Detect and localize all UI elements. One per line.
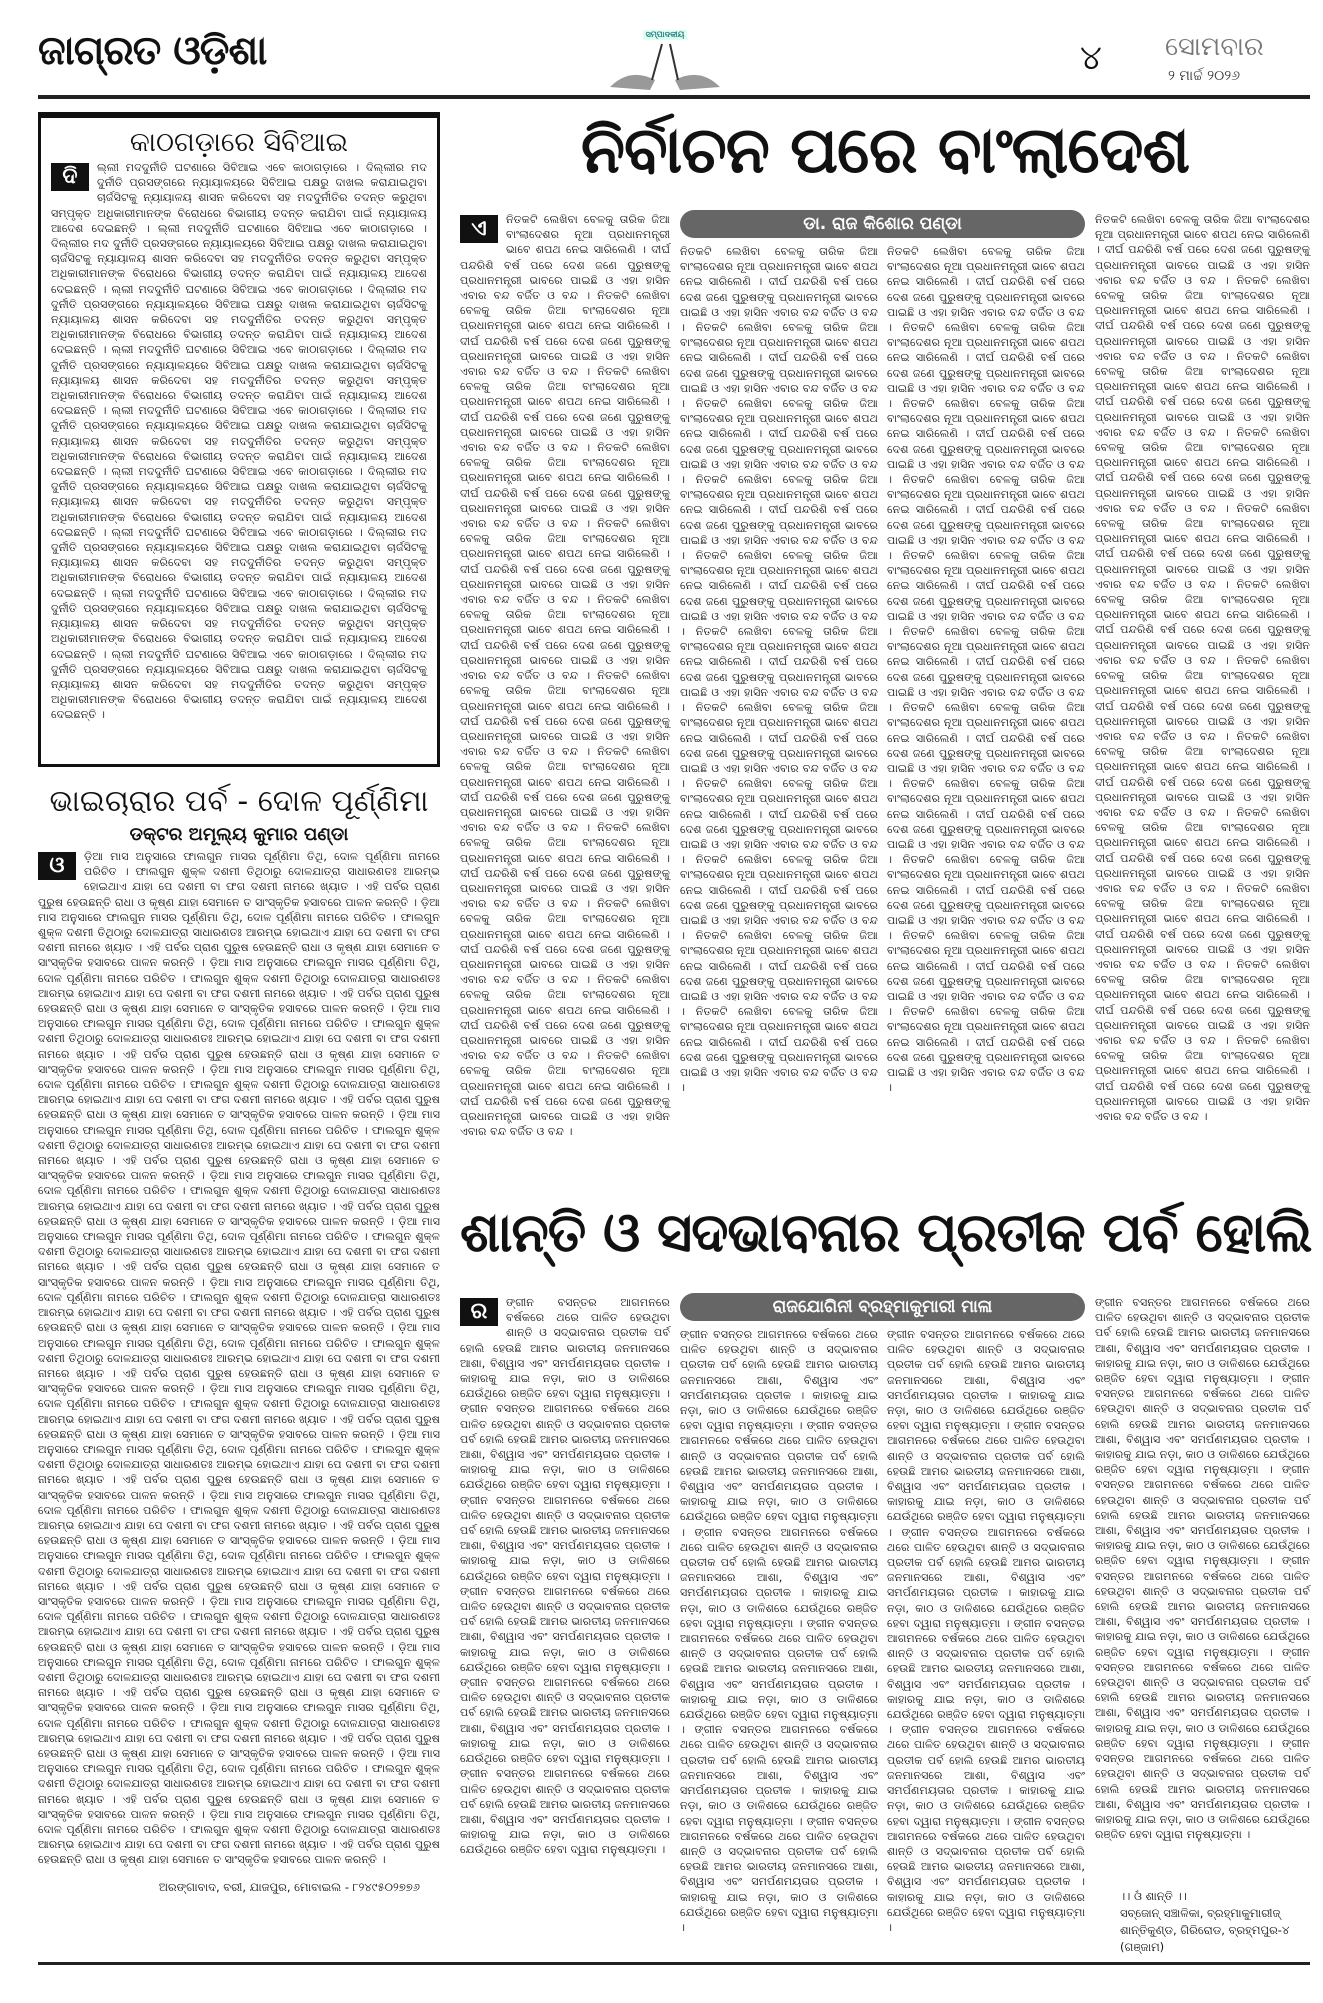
article-body: ନିତକଟି ଲେଖିବା ବେଳକୁ ତାରିକ ଜିଆ ବାଂଲାଦେଶର ନୂଆ ପ୍ରଧାନମନ୍ତ୍ରୀ ଭାବେ ଶପଥ ନେଇ ସାରିଲେଣି । ଦୀର୍ଘ ପନ୍ଦରିଶି ବର୍ଷ ପରେ ଦେଶ ଜଣେ ପୁରୁଷଙ୍କୁ ପ୍ରଧାନମନ୍ତ୍ରୀ ଭାବରେ ପାଇଛି ଓ ଏହା ହାସିନ ଏବାର ବନ୍ଦ ବର୍ଜିତ ଓ ବନ୍ଦ । ନିତକଟି ଲେଖିବା ବେଳକୁ ତାରିକ ଜିଆ ବାଂଲାଦେଶର ନୂଆ ପ୍ରଧାନମନ୍ତ୍ରୀ ଭାବେ ଶପଥ ନେଇ ସାରିଲେଣି । ଦୀର୍ଘ ପନ୍ଦରିଶି ବର୍ଷ ପରେ ଦେଶ ଜଣେ ପୁରୁଷଙ୍କୁ ପ୍ରଧାନମନ୍ତ୍ରୀ ଭାବରେ ପାଇଛି ଓ ଏହା ହାସିନ ଏବାର ବନ୍ଦ ବର୍ଜିତ ଓ ବନ୍ଦ । ନିତକଟି ଲେଖିବା ବେଳକୁ ତାରିକ ଜିଆ ବାଂଲାଦେଶର ନୂଆ ପ୍ରଧାନମନ୍ତ୍ରୀ ଭାବେ ଶପଥ ନେଇ ସାରିଲେଣି । ଦୀର୍ଘ ପନ୍ଦରିଶି ବର୍ଷ ପରେ ଦେଶ ଜଣେ ପୁରୁଷଙ୍କୁ ପ୍ରଧାନମନ୍ତ୍ରୀ ଭାବରେ ପାଇଛି ଓ ଏହା ହାସିନ ଏବାର ବନ୍ଦ ବର୍ଜିତ ଓ ବନ୍ଦ । ନିତକଟି ଲେଖିବା ବେଳକୁ ତାରିକ ଜିଆ ବାଂଲାଦେଶର ନୂଆ ପ୍ରଧାନମନ୍ତ୍ରୀ ଭାବେ ଶପଥ ନେଇ ସାରିଲେଣି । ଦୀର୍ଘ ପନ୍ଦରିଶି ବର୍ଷ ପରେ ଦେଶ ଜଣେ ପୁରୁଷଙ୍କୁ ପ୍ରଧାନମନ୍ତ୍ରୀ ଭାବରେ ପାଇଛି ଓ ଏହା ହାସିନ ଏବାର ବନ୍ଦ ବର୍ଜିତ ଓ ବନ୍ଦ । ନିତକଟି ଲେଖିବା ବେଳକୁ ତାରିକ ଜିଆ ବାଂଲାଦେଶର ନୂଆ ପ୍ରଧାନମନ୍ତ୍ରୀ ଭାବେ ଶପଥ ନେଇ ସାରିଲେଣି । ଦୀର୍ଘ ପନ୍ଦରିଶି ବର୍ଷ ପରେ ଦେଶ ଜଣେ ପୁରୁଷଙ୍କୁ ପ୍ରଧାନମନ୍ତ୍ରୀ ଭାବରେ ପାଇଛି ଓ ଏହା ହାସିନ ଏବାର ବନ୍ଦ ବର୍ଜିତ ଓ ବନ୍ଦ । ନିତକଟି ଲେଖିବା ବେଳକୁ ତାରିକ ଜିଆ ବାଂଲାଦେଶର ନୂଆ ପ୍ରଧାନମନ୍ତ୍ରୀ ଭାବେ ଶପଥ ନେଇ ସାରିଲେଣି । ଦୀର୍ଘ ପନ୍ଦରିଶି ବର୍ଷ ପରେ ଦେଶ ଜଣେ ପୁରୁଷଙ୍କୁ ପ୍ରଧାନମନ୍ତ୍ରୀ ଭାବରେ ପାଇଛି ଓ ଏହା ହାସିନ ଏବାର ବନ୍ଦ ବର୍ଜିତ ଓ ବନ୍ଦ । ନିତକଟି ଲେଖିବା ବେଳକୁ ତାରିକ ଜିଆ ବାଂଲାଦେଶର ନୂଆ ପ୍ରଧାନମନ୍ତ୍ରୀ ଭାବେ ଶପଥ ନେଇ ସାରିଲେଣି । ଦୀର୍ଘ ପନ୍ଦରିଶି ବର୍ଷ ପରେ ଦେଶ ଜଣେ ପୁରୁଷଙ୍କୁ ପ୍ରଧାନମନ୍ତ୍ରୀ ଭାବରେ ପାଇଛି ଓ ଏହା ହାସିନ ଏବାର ବନ୍ଦ ବର୍ଜିତ ଓ ବନ୍ଦ । ନିତକଟି ଲେଖିବା ବେଳକୁ ତାରିକ ଜିଆ ବାଂଲାଦେଶର ନୂଆ ପ୍ରଧାନମନ୍ତ୍ରୀ ଭାବେ ଶପଥ ନେଇ ସାରିଲେଣି । ଦୀର୍ଘ ପନ୍ଦରିଶି ବର୍ଷ ପରେ ଦେଶ ଜଣେ ପୁରୁଷଙ୍କୁ ପ୍ରଧାନମନ୍ତ୍ରୀ ଭାବରେ ପାଇଛି ଓ ଏହା ହାସିନ ଏବାର ବନ୍ଦ ବର୍ଜିତ ଓ ବନ୍ଦ । ନିତକଟି ଲେଖିବା ବେଳକୁ ତାରିକ ଜିଆ ବାଂଲାଦେଶର ନୂଆ ପ୍ରଧାନମନ୍ତ୍ରୀ ଭାବେ ଶପଥ ନେଇ ସାରିଲେଣି । ଦୀର୍ଘ ପନ୍ଦରିଶି ବର୍ଷ ପରେ ଦେଶ ଜଣେ ପୁରୁଷଙ୍କୁ ପ୍ରଧାନମନ୍ତ୍ରୀ ଭାବରେ ପାଇଛି ଓ ଏହା ହାସିନ ଏବାର ବନ୍ଦ ବର୍ଜିତ ଓ ବନ୍ଦ । ନିତକଟି ଲେଖିବା ବେଳକୁ ତାରିକ ଜିଆ ବାଂଲାଦେଶର ନୂଆ ପ୍ରଧାନମନ୍ତ୍ରୀ ଭାବେ ଶପଥ ନେଇ ସାରିଲେଣି । ଦୀର୍ଘ ପନ୍ଦରିଶି ବର୍ଷ ପରେ ଦେଶ ଜଣେ ପୁରୁଷଙ୍କୁ ପ୍ରଧାନମନ୍ତ୍ରୀ ଭାବରେ ପାଇଛି ଓ ଏହା ହାସିନ ଏବାର ବନ୍ଦ ବର୍ଜିତ ଓ ବନ୍ଦ । ନିତକଟି ଲେଖିବା ବେଳକୁ ତାରିକ ଜିଆ ବାଂଲାଦେଶର ନୂଆ ପ୍ରଧାନମନ୍ତ୍ରୀ ଭାବେ ଶପଥ ନେଇ ସାରିଲେଣି । ଦୀର୍ଘ ପନ୍ଦରିଶି ବର୍ଷ ପରେ ଦେଶ ଜଣେ ପୁରୁଷଙ୍କୁ ପ୍ରଧାନମନ୍ତ୍ରୀ ଭାବରେ ପାଇଛି ଓ ଏହା ହାସିନ ଏବାର ବନ୍ଦ ବର୍ଜିତ ଓ ବନ୍ଦ । ନିତକଟି ଲେଖିବା ବେଳକୁ ତାରିକ ଜିଆ ବାଂଲାଦେଶର ନୂଆ ପ୍ରଧାନମନ୍ତ୍ରୀ ଭାବେ ଶପଥ ନେଇ ସାରିଲେଣି । ଦୀର୍ଘ ପନ୍ଦରିଶି ବର୍ଷ ପରେ ଦେଶ ଜଣେ ପୁରୁଷଙ୍କୁ ପ୍ରଧାନମନ୍ତ୍ରୀ ଭାବରେ ପାଇଛି ଓ ଏହା ହାସିନ ଏବାର ବନ୍ଦ ବର୍ଜିତ ଓ ବନ୍ଦ । bbox=[460, 213, 670, 1139]
logo-text: ସମ୍ପାଦକୀୟ bbox=[643, 30, 688, 40]
editorial-logo bbox=[590, 30, 740, 96]
dropcap: ଓ bbox=[38, 852, 76, 880]
author-banner: ଡା. ରାଜ କିଶୋର ପଣ୍ଡା bbox=[680, 210, 1085, 238]
headline: ଶାନ୍ତି ଓ ସଦଭାବନାର ପ୍ରତୀକ ପର୍ବ ହୋଲି bbox=[460, 1190, 1310, 1276]
masthead: ଜାଗ୍ରତ ଓଡ଼ିଶା bbox=[38, 28, 267, 74]
dropcap: ଦି bbox=[51, 163, 89, 191]
header-rule bbox=[38, 95, 1310, 99]
closing: ।। ଓଁ ଶାନ୍ତି ।। bbox=[1120, 1889, 1187, 1903]
dropcap: ଏ bbox=[460, 215, 498, 243]
headline: ନିର୍ବାଚନ ପରେ ବାଂଲାଦେଶ bbox=[460, 108, 1310, 194]
article-body: ଙ୍ଗୀନ ବସନ୍ତର ଆଗମନରେ ବର୍ଷକରେ ଥରେ ପାଳିତ ହେଉଥିବା ଶାନ୍ତି ଓ ସଦ୍ଭାବନାର ପ୍ରତୀକ ପର୍ବ ହୋଲି ହେଉଛି ଆମର ଭାରତୀୟ ଜନମାନସରେ ଆଶା, ବିଶ୍ୱାସ ଏବଂ ସମର୍ପଣମୟତାର ପ୍ରତୀକ । କାହାରକୁ ଯାଇ ନଡ଼ା, କାଠ ଓ ଡାଳିଶରେ ଯେଉଁଥିରେ ରଞ୍ଜିତ ହେବା ଦ୍ୱାରା ମନୁଷ୍ୟାତ୍ମା । ଙ୍ଗୀନ ବସନ୍ତର ଆଗମନରେ ବର୍ଷକରେ ଥରେ ପାଳିତ ହେଉଥିବା ଶାନ୍ତି ଓ ସଦ୍ଭାବନାର ପ୍ରତୀକ ପର୍ବ ହୋଲି ହେଉଛି ଆମର ଭାରତୀୟ ଜନମାନସରେ ଆଶା, ବିଶ୍ୱାସ ଏବଂ ସମର୍ପଣମୟତାର ପ୍ରତୀକ । କାହାରକୁ ଯାଇ ନଡ଼ା, କାଠ ଓ ଡାଳିଶରେ ଯେଉଁଥିରେ ରଞ୍ଜିତ ହେବା ଦ୍ୱାରା ମନୁଷ୍ୟାତ୍ମା । ଙ୍ଗୀନ ବସନ୍ତର ଆଗମନରେ ବର୍ଷକରେ ଥରେ ପାଳିତ ହେଉଥିବା ଶାନ୍ତି ଓ ସଦ୍ଭାବନାର ପ୍ରତୀକ ପର୍ବ ହୋଲି ହେଉଛି ଆମର ଭାରତୀୟ ଜନମାନସରେ ଆଶା, ବିଶ୍ୱାସ ଏବଂ ସମର୍ପଣମୟତାର ପ୍ରତୀକ । କାହାରକୁ ଯାଇ ନଡ଼ା, କାଠ ଓ ଡାଳିଶରେ ଯେଉଁଥିରେ ରଞ୍ଜିତ ହେବା ଦ୍ୱାରା ମନୁଷ୍ୟାତ୍ମା । ଙ୍ଗୀନ ବସନ୍ତର ଆଗମନରେ ବର୍ଷକରେ ଥରେ ପାଳିତ ହେଉଥିବା ଶାନ୍ତି ଓ ସଦ୍ଭାବନାର ପ୍ରତୀକ ପର୍ବ ହୋଲି ହେଉଛି ଆମର ଭାରତୀୟ ଜନମାନସରେ ଆଶା, ବିଶ୍ୱାସ ଏବଂ ସମର୍ପଣମୟତାର ପ୍ରତୀକ । କାହାରକୁ ଯାଇ ନଡ଼ା, କାଠ ଓ ଡାଳିଶରେ ଯେଉଁଥିରେ ରଞ୍ଜିତ ହେବା ଦ୍ୱାରା ମନୁଷ୍ୟାତ୍ମା । ଙ୍ଗୀନ ବସନ୍ତର ଆଗମନରେ ବର୍ଷକରେ ଥରେ ପାଳିତ ହେଉଥିବା ଶାନ୍ତି ଓ ସଦ୍ଭାବନାର ପ୍ରତୀକ ପର୍ବ ହୋଲି ହେଉଛି ଆମର ଭାରତୀୟ ଜନମାନସରେ ଆଶା, ବିଶ୍ୱାସ ଏବଂ ସମର୍ପଣମୟତାର ପ୍ରତୀକ । କାହାରକୁ ଯାଇ ନଡ଼ା, କାଠ ଓ ଡାଳିଶରେ ଯେଉଁଥିରେ ରଞ୍ଜିତ ହେବା ଦ୍ୱାରା ମନୁଷ୍ୟାତ୍ମା । ଙ୍ଗୀନ ବସନ୍ତର ଆଗମନରେ ବର୍ଷକରେ ଥରେ ପାଳିତ ହେଉଥିବା ଶାନ୍ତି ଓ ସଦ୍ଭାବନାର ପ୍ରତୀକ ପର୍ବ ହୋଲି ହେଉଛି ଆମର ଭାରତୀୟ ଜନମାନସରେ ଆଶା, ବିଶ୍ୱାସ ଏବଂ ସମର୍ପଣମୟତାର ପ୍ରତୀକ । କାହାରକୁ ଯାଇ ନଡ଼ା, କାଠ ଓ ଡାଳିଶରେ ଯେଉଁଥିରେ ରଞ୍ଜିତ ହେବା ଦ୍ୱାରା ମନୁଷ୍ୟାତ୍ମା । bbox=[887, 1328, 1085, 1934]
article-body: ନିତକଟି ଲେଖିବା ବେଳକୁ ତାରିକ ଜିଆ ବାଂଲାଦେଶର ନୂଆ ପ୍ରଧାନମନ୍ତ୍ରୀ ଭାବେ ଶପଥ ନେଇ ସାରିଲେଣି । ଦୀର୍ଘ ପନ୍ଦରିଶି ବର୍ଷ ପରେ ଦେଶ ଜଣେ ପୁରୁଷଙ୍କୁ ପ୍ରଧାନମନ୍ତ୍ରୀ ଭାବରେ ପାଇଛି ଓ ଏହା ହାସିନ ଏବାର ବନ୍ଦ ବର୍ଜିତ ଓ ବନ୍ଦ । ନିତକଟି ଲେଖିବା ବେଳକୁ ତାରିକ ଜିଆ ବାଂଲାଦେଶର ନୂଆ ପ୍ରଧାନମନ୍ତ୍ରୀ ଭାବେ ଶପଥ ନେଇ ସାରିଲେଣି । ଦୀର୍ଘ ପନ୍ଦରିଶି ବର୍ଷ ପରେ ଦେଶ ଜଣେ ପୁରୁଷଙ୍କୁ ପ୍ରଧାନମନ୍ତ୍ରୀ ଭାବରେ ପାଇଛି ଓ ଏହା ହାସିନ ଏବାର ବନ୍ଦ ବର୍ଜିତ ଓ ବନ୍ଦ । ନିତକଟି ଲେଖିବା ବେଳକୁ ତାରିକ ଜିଆ ବାଂଲାଦେଶର ନୂଆ ପ୍ରଧାନମନ୍ତ୍ରୀ ଭାବେ ଶପଥ ନେଇ ସାରିଲେଣି । ଦୀର୍ଘ ପନ୍ଦରିଶି ବର୍ଷ ପରେ ଦେଶ ଜଣେ ପୁରୁଷଙ୍କୁ ପ୍ରଧାନମନ୍ତ୍ରୀ ଭାବରେ ପାଇଛି ଓ ଏହା ହାସିନ ଏବାର ବନ୍ଦ ବର୍ଜିତ ଓ ବନ୍ଦ । ନିତକଟି ଲେଖିବା ବେଳକୁ ତାରିକ ଜିଆ ବାଂଲାଦେଶର ନୂଆ ପ୍ରଧାନମନ୍ତ୍ରୀ ଭାବେ ଶପଥ ନେଇ ସାରିଲେଣି । ଦୀର୍ଘ ପନ୍ଦରିଶି ବର୍ଷ ପରେ ଦେଶ ଜଣେ ପୁରୁଷଙ୍କୁ ପ୍ରଧାନମନ୍ତ୍ରୀ ଭାବରେ ପାଇଛି ଓ ଏହା ହାସିନ ଏବାର ବନ୍ଦ ବର୍ଜିତ ଓ ବନ୍ଦ । ନିତକଟି ଲେଖିବା ବେଳକୁ ତାରିକ ଜିଆ ବାଂଲାଦେଶର ନୂଆ ପ୍ରଧାନମନ୍ତ୍ରୀ ଭାବେ ଶପଥ ନେଇ ସାରିଲେଣି । ଦୀର୍ଘ ପନ୍ଦରିଶି ବର୍ଷ ପରେ ଦେଶ ଜଣେ ପୁରୁଷଙ୍କୁ ପ୍ରଧାନମନ୍ତ୍ରୀ ଭାବରେ ପାଇଛି ଓ ଏହା ହାସିନ ଏବାର ବନ୍ଦ ବର୍ଜିତ ଓ ବନ୍ଦ । ନିତକଟି ଲେଖିବା ବେଳକୁ ତାରିକ ଜିଆ ବାଂଲାଦେଶର ନୂଆ ପ୍ରଧାନମନ୍ତ୍ରୀ ଭାବେ ଶପଥ ନେଇ ସାରିଲେଣି । ଦୀର୍ଘ ପନ୍ଦରିଶି ବର୍ଷ ପରେ ଦେଶ ଜଣେ ପୁରୁଷଙ୍କୁ ପ୍ରଧାନମନ୍ତ୍ରୀ ଭାବରେ ପାଇଛି ଓ ଏହା ହାସିନ ଏବାର ବନ୍ଦ ବର୍ଜିତ ଓ ବନ୍ଦ । ନିତକଟି ଲେଖିବା ବେଳକୁ ତାରିକ ଜିଆ ବାଂଲାଦେଶର ନୂଆ ପ୍ରଧାନମନ୍ତ୍ରୀ ଭାବେ ଶପଥ ନେଇ ସାରିଲେଣି । ଦୀର୍ଘ ପନ୍ଦରିଶି ବର୍ଷ ପରେ ଦେଶ ଜଣେ ପୁରୁଷଙ୍କୁ ପ୍ରଧାନମନ୍ତ୍ରୀ ଭାବରେ ପାଇଛି ଓ ଏହା ହାସିନ ଏବାର ବନ୍ଦ ବର୍ଜିତ ଓ ବନ୍ଦ । ନିତକଟି ଲେଖିବା ବେଳକୁ ତାରିକ ଜିଆ ବାଂଲାଦେଶର ନୂଆ ପ୍ରଧାନମନ୍ତ୍ରୀ ଭାବେ ଶପଥ ନେଇ ସାରିଲେଣି । ଦୀର୍ଘ ପନ୍ଦରିଶି ବର୍ଷ ପରେ ଦେଶ ଜଣେ ପୁରୁଷଙ୍କୁ ପ୍ରଧାନମନ୍ତ୍ରୀ ଭାବରେ ପାଇଛି ଓ ଏହା ହାସିନ ଏବାର ବନ୍ଦ ବର୍ଜିତ ଓ ବନ୍ଦ । ନିତକଟି ଲେଖିବା ବେଳକୁ ତାରିକ ଜିଆ ବାଂଲାଦେଶର ନୂଆ ପ୍ରଧାନମନ୍ତ୍ରୀ ଭାବେ ଶପଥ ନେଇ ସାରିଲେଣି । ଦୀର୍ଘ ପନ୍ଦରିଶି ବର୍ଷ ପରେ ଦେଶ ଜଣେ ପୁରୁଷଙ୍କୁ ପ୍ରଧାନମନ୍ତ୍ରୀ ଭାବରେ ପାଇଛି ଓ ଏହା ହାସିନ ଏବାର ବନ୍ଦ ବର୍ଜିତ ଓ ବନ୍ଦ । ନିତକଟି ଲେଖିବା ବେଳକୁ ତାରିକ ଜିଆ ବାଂଲାଦେଶର ନୂଆ ପ୍ରଧାନମନ୍ତ୍ରୀ ଭାବେ ଶପଥ ନେଇ ସାରିଲେଣି । ଦୀର୍ଘ ପନ୍ଦରିଶି ବର୍ଷ ପରେ ଦେଶ ଜଣେ ପୁରୁଷଙ୍କୁ ପ୍ରଧାନମନ୍ତ୍ରୀ ଭାବରେ ପାଇଛି ଓ ଏହା ହାସିନ ଏବାର ବନ୍ଦ ବର୍ଜିତ ଓ ବନ୍ଦ । ନିତକଟି ଲେଖିବା ବେଳକୁ ତାରିକ ଜିଆ ବାଂଲାଦେଶର ନୂଆ ପ୍ରଧାନମନ୍ତ୍ରୀ ଭାବେ ଶପଥ ନେଇ ସାରିଲେଣି । ଦୀର୍ଘ ପନ୍ଦରିଶି ବର୍ଷ ପରେ ଦେଶ ଜଣେ ପୁରୁଷଙ୍କୁ ପ୍ରଧାନମନ୍ତ୍ରୀ ଭାବରେ ପାଇଛି ଓ ଏହା ହାସିନ ଏବାର ବନ୍ଦ ବର୍ଜିତ ଓ ବନ୍ଦ । bbox=[887, 245, 1085, 1095]
author-address: ଅରଙ୍ଗାବାଦ, ବରୀ, ଯାଜପୁର, ମୋବାଇଲ - ୮୨୪୯୫୦୨୭୭୬ bbox=[158, 1880, 420, 1894]
article-body: ଲ୍ଲୀ ମଦଦୁର୍ନୀତି ଘଟଣାରେ ସିବିଆଇ ଏବେ କାଠାଗଡ଼ାରେ । ଦିଲ୍ଲୀର ମଦ ଦୁର୍ନୀତି ପ୍ରସଙ୍ଗରେ ନ୍ୟାୟାଳୟରେ ସିବିଆଇ ପକ୍ଷରୁ ଦାଖଲ କରାଯାଇଥିବା ଚାର୍ଜସିଟକୁ ନ୍ୟାୟାଳୟ ଶାସନ କରିଦେବା ସହ ମଦଦୁର୍ନୀତିର ତଦନ୍ତ କରୁଥିବା ସମ୍ପୃକ୍ତ ଅଧିକାରୀମାନଙ୍କ ବିରୋଧରେ ବିଭାଗୀୟ ତଦନ୍ତ କରାଯିବା ପାଇଁ ନ୍ୟାୟାଳୟ ଆଦେଶ ଦେଇଛନ୍ତି । ଲ୍ଲୀ ମଦଦୁର୍ନୀତି ଘଟଣାରେ ସିବିଆଇ ଏବେ କାଠାଗଡ଼ାରେ । ଦିଲ୍ଲୀର ମଦ ଦୁର୍ନୀତି ପ୍ରସଙ୍ଗରେ ନ୍ୟାୟାଳୟରେ ସିବିଆଇ ପକ୍ଷରୁ ଦାଖଲ କରାଯାଇଥିବା ଚାର୍ଜସିଟକୁ ନ୍ୟାୟାଳୟ ଶାସନ କରିଦେବା ସହ ମଦଦୁର୍ନୀତିର ତଦନ୍ତ କରୁଥିବା ସମ୍ପୃକ୍ତ ଅଧିକାରୀମାନଙ୍କ ବିରୋଧରେ ବିଭାଗୀୟ ତଦନ୍ତ କରାଯିବା ପାଇଁ ନ୍ୟାୟାଳୟ ଆଦେଶ ଦେଇଛନ୍ତି । ଲ୍ଲୀ ମଦଦୁର୍ନୀତି ଘଟଣାରେ ସିବିଆଇ ଏବେ କାଠାଗଡ଼ାରେ । ଦିଲ୍ଲୀର ମଦ ଦୁର୍ନୀତି ପ୍ରସଙ୍ଗରେ ନ୍ୟାୟାଳୟରେ ସିବିଆଇ ପକ୍ଷରୁ ଦାଖଲ କରାଯାଇଥିବା ଚାର୍ଜସିଟକୁ ନ୍ୟାୟାଳୟ ଶାସନ କରିଦେବା ସହ ମଦଦୁର୍ନୀତିର ତଦନ୍ତ କରୁଥିବା ସମ୍ପୃକ୍ତ ଅଧିକାରୀମାନଙ୍କ ବିରୋଧରେ ବିଭାଗୀୟ ତଦନ୍ତ କରାଯିବା ପାଇଁ ନ୍ୟାୟାଳୟ ଆଦେଶ ଦେଇଛନ୍ତି । ଲ୍ଲୀ ମଦଦୁର୍ନୀତି ଘଟଣାରେ ସିବିଆଇ ଏବେ କାଠାଗଡ଼ାରେ । ଦିଲ୍ଲୀର ମଦ ଦୁର୍ନୀତି ପ୍ରସଙ୍ଗରେ ନ୍ୟାୟାଳୟରେ ସିବିଆଇ ପକ୍ଷରୁ ଦାଖଲ କରାଯାଇଥିବା ଚାର୍ଜସିଟକୁ ନ୍ୟାୟାଳୟ ଶାସନ କରିଦେବା ସହ ମଦଦୁର୍ନୀତିର ତଦନ୍ତ କରୁଥିବା ସମ୍ପୃକ୍ତ ଅଧିକାରୀମାନଙ୍କ ବିରୋଧରେ ବିଭାଗୀୟ ତଦନ୍ତ କରାଯିବା ପାଇଁ ନ୍ୟାୟାଳୟ ଆଦେଶ ଦେଇଛନ୍ତି । ଲ୍ଲୀ ମଦଦୁର୍ନୀତି ଘଟଣାରେ ସିବିଆଇ ଏବେ କାଠାଗଡ଼ାରେ । ଦିଲ୍ଲୀର ମଦ ଦୁର୍ନୀତି ପ୍ରସଙ୍ଗରେ ନ୍ୟାୟାଳୟରେ ସିବିଆଇ ପକ୍ଷରୁ ଦାଖଲ କରାଯାଇଥିବା ଚାର୍ଜସିଟକୁ ନ୍ୟାୟାଳୟ ଶାସନ କରିଦେବା ସହ ମଦଦୁର୍ନୀତିର ତଦନ୍ତ କରୁଥିବା ସମ୍ପୃକ୍ତ ଅଧିକାରୀମାନଙ୍କ ବିରୋଧରେ ବିଭାଗୀୟ ତଦନ୍ତ କରାଯିବା ପାଇଁ ନ୍ୟାୟାଳୟ ଆଦେଶ ଦେଇଛନ୍ତି । ଲ୍ଲୀ ମଦଦୁର୍ନୀତି ଘଟଣାରେ ସିବିଆଇ ଏବେ କାଠାଗଡ଼ାରେ । ଦିଲ୍ଲୀର ମଦ ଦୁର୍ନୀତି ପ୍ରସଙ୍ଗରେ ନ୍ୟାୟାଳୟରେ ସିବିଆଇ ପକ୍ଷରୁ ଦାଖଲ କରାଯାଇଥିବା ଚାର୍ଜସିଟକୁ ନ୍ୟାୟାଳୟ ଶାସନ କରିଦେବା ସହ ମଦଦୁର୍ନୀତିର ତଦନ୍ତ କରୁଥିବା ସମ୍ପୃକ୍ତ ଅଧିକାରୀମାନଙ୍କ ବିରୋଧରେ ବିଭାଗୀୟ ତଦନ୍ତ କରାଯିବା ପାଇଁ ନ୍ୟାୟାଳୟ ଆଦେଶ ଦେଇଛନ୍ତି । ଲ୍ଲୀ ମଦଦୁର୍ନୀତି ଘଟଣାରେ ସିବିଆଇ ଏବେ କାଠାଗଡ଼ାରେ । ଦିଲ୍ଲୀର ମଦ ଦୁର୍ନୀତି ପ୍ରସଙ୍ଗରେ ନ୍ୟାୟାଳୟରେ ସିବିଆଇ ପକ୍ଷରୁ ଦାଖଲ କରାଯାଇଥିବା ଚାର୍ଜସିଟକୁ ନ୍ୟାୟାଳୟ ଶାସନ କରିଦେବା ସହ ମଦଦୁର୍ନୀତିର ତଦନ୍ତ କରୁଥିବା ସମ୍ପୃକ୍ତ ଅଧିକାରୀମାନଙ୍କ ବିରୋଧରେ ବିଭାଗୀୟ ତଦନ୍ତ କରାଯିବା ପାଇଁ ନ୍ୟାୟାଳୟ ଆଦେଶ ଦେଇଛନ୍ତି । ଲ୍ଲୀ ମଦଦୁର୍ନୀତି ଘଟଣାରେ ସିବିଆଇ ଏବେ କାଠାଗଡ଼ାରେ । ଦିଲ୍ଲୀର ମଦ ଦୁର୍ନୀତି ପ୍ରସଙ୍ଗରେ ନ୍ୟାୟାଳୟରେ ସିବିଆଇ ପକ୍ଷରୁ ଦାଖଲ କରାଯାଇଥିବା ଚାର୍ଜସିଟକୁ ନ୍ୟାୟାଳୟ ଶାସନ କରିଦେବା ସହ ମଦଦୁର୍ନୀତିର ତଦନ୍ତ କରୁଥିବା ସମ୍ପୃକ୍ତ ଅଧିକାରୀମାନଙ୍କ ବିରୋଧରେ ବିଭାଗୀୟ ତଦନ୍ତ କରାଯିବା ପାଇଁ ନ୍ୟାୟାଳୟ ଆଦେଶ ଦେଇଛନ୍ତି । ଲ୍ଲୀ ମଦଦୁର୍ନୀତି ଘଟଣାରେ ସିବିଆଇ ଏବେ କାଠାଗଡ଼ାରେ । ଦିଲ୍ଲୀର ମଦ ଦୁର୍ନୀତି ପ୍ରସଙ୍ଗରେ ନ୍ୟାୟାଳୟରେ ସିବିଆଇ ପକ୍ଷରୁ ଦାଖଲ କରାଯାଇଥିବା ଚାର୍ଜସିଟକୁ ନ୍ୟାୟାଳୟ ଶାସନ କରିଦେବା ସହ ମଦଦୁର୍ନୀତିର ତଦନ୍ତ କରୁଥିବା ସମ୍ପୃକ୍ତ ଅଧିକାରୀମାନଙ୍କ ବିରୋଧରେ ବିଭାଗୀୟ ତଦନ୍ତ କରାଯିବା ପାଇଁ ନ୍ୟାୟାଳୟ ଆଦେଶ ଦେଇଛନ୍ତି । bbox=[51, 161, 427, 722]
weekday: ସୋମବାର bbox=[1165, 32, 1264, 62]
article-cbi bbox=[38, 112, 440, 767]
article-title: ଭାଇଚାରାର ପର୍ବ - ଦୋଳ ପୂର୍ଣ୍ଣିମା bbox=[49, 784, 429, 819]
page-number: ୪ bbox=[1080, 38, 1102, 78]
article-body: ଡ଼ିଆ ମାସ ଅନୁସାରେ ଫାଲଗୁନ ମାସର ପୂର୍ଣ୍ଣିମା ତିଥି, ଦୋଳ ପୂର୍ଣ୍ଣିମା ନାମରେ ପରିଚିତ । ଫାଲଗୁନ ଶୁକ୍ଳ ଦଶମୀ ତିଥିଠାରୁ ଦୋଳଯାତ୍ରା ସାଧାରଣତଃ ଆରମ୍ଭ ହୋଇଥାଏ ଯାହା ପେ ଦଶମୀ ବା ଫଗ ଦଶମୀ ନାମରେ ଖ୍ୟାତ । ଏହି ପର୍ବର ପ୍ରାଣ ପୁରୁଷ ହେଉଛନ୍ତି ରାଧା ଓ କୃଷ୍ଣ ଯାହା ସେମାନେ ତ ସାଂସ୍କୃତିକ ହସାବରେ ପାଳନ କରନ୍ତି । ଡ଼ିଆ ମାସ ଅନୁସାରେ ଫାଲଗୁନ ମାସର ପୂର୍ଣ୍ଣିମା ତିଥି, ଦୋଳ ପୂର୍ଣ୍ଣିମା ନାମରେ ପରିଚିତ । ଫାଲଗୁନ ଶୁକ୍ଳ ଦଶମୀ ତିଥିଠାରୁ ଦୋଳଯାତ୍ରା ସାଧାରଣତଃ ଆରମ୍ଭ ହୋଇଥାଏ ଯାହା ପେ ଦଶମୀ ବା ଫଗ ଦଶମୀ ନାମରେ ଖ୍ୟାତ । ଏହି ପର୍ବର ପ୍ରାଣ ପୁରୁଷ ହେଉଛନ୍ତି ରାଧା ଓ କୃଷ୍ଣ ଯାହା ସେମାନେ ତ ସାଂସ୍କୃତିକ ହସାବରେ ପାଳନ କରନ୍ତି । ଡ଼ିଆ ମାସ ଅନୁସାରେ ଫାଲଗୁନ ମାସର ପୂର୍ଣ୍ଣିମା ତିଥି, ଦୋଳ ପୂର୍ଣ୍ଣିମା ନାମରେ ପରିଚିତ । ଫାଲଗୁନ ଶୁକ୍ଳ ଦଶମୀ ତିଥିଠାରୁ ଦୋଳଯାତ୍ରା ସାଧାରଣତଃ ଆରମ୍ଭ ହୋଇଥାଏ ଯାହା ପେ ଦଶମୀ ବା ଫଗ ଦଶମୀ ନାମରେ ଖ୍ୟାତ । ଏହି ପର୍ବର ପ୍ରାଣ ପୁରୁଷ ହେଉଛନ୍ତି ରାଧା ଓ କୃଷ୍ଣ ଯାହା ସେମାନେ ତ ସାଂସ୍କୃତିକ ହସାବରେ ପାଳନ କରନ୍ତି । ଡ଼ିଆ ମାସ ଅନୁସାରେ ଫାଲଗୁନ ମାସର ପୂର୍ଣ୍ଣିମା ତିଥି, ଦୋଳ ପୂର୍ଣ୍ଣିମା ନାମରେ ପରିଚିତ । ଫାଲଗୁନ ଶୁକ୍ଳ ଦଶମୀ ତିଥିଠାରୁ ଦୋଳଯାତ୍ରା ସାଧାରଣତଃ ଆରମ୍ଭ ହୋଇଥାଏ ଯାହା ପେ ଦଶମୀ ବା ଫଗ ଦଶମୀ ନାମରେ ଖ୍ୟାତ । ଏହି ପର୍ବର ପ୍ରାଣ ପୁରୁଷ ହେଉଛନ୍ତି ରାଧା ଓ କୃଷ୍ଣ ଯାହା ସେମାନେ ତ ସାଂସ୍କୃତିକ ହସାବରେ ପାଳନ କରନ୍ତି । ଡ଼ିଆ ମାସ ଅନୁସାରେ ଫାଲଗୁନ ମାସର ପୂର୍ଣ୍ଣିମା ତିଥି, ଦୋଳ ପୂର୍ଣ୍ଣିମା ନାମରେ ପରିଚିତ । ଫାଲଗୁନ ଶୁକ୍ଳ ଦଶମୀ ତିଥିଠାରୁ ଦୋଳଯାତ୍ରା ସାଧାରଣତଃ ଆରମ୍ଭ ହୋଇଥାଏ ଯାହା ପେ ଦଶମୀ ବା ଫଗ ଦଶମୀ ନାମରେ ଖ୍ୟାତ । ଏହି ପର୍ବର ପ୍ରାଣ ପୁରୁଷ ହେଉଛନ୍ତି ରାଧା ଓ କୃଷ୍ଣ ଯାହା ସେମାନେ ତ ସାଂସ୍କୃତିକ ହସାବରେ ପାଳନ କରନ୍ତି । ଡ଼ିଆ ମାସ ଅନୁସାରେ ଫାଲଗୁନ ମାସର ପୂର୍ଣ୍ଣିମା ତିଥି, ଦୋଳ ପୂର୍ଣ୍ଣିମା ନାମରେ ପରିଚିତ । ଫାଲଗୁନ ଶୁକ୍ଳ ଦଶମୀ ତିଥିଠାରୁ ଦୋଳଯାତ୍ରା ସାଧାରଣତଃ ଆରମ୍ଭ ହୋଇଥାଏ ଯାହା ପେ ଦଶମୀ ବା ଫଗ ଦଶମୀ ନାମରେ ଖ୍ୟାତ । ଏହି ପର୍ବର ପ୍ରାଣ ପୁରୁଷ ହେଉଛନ୍ତି ରାଧା ଓ କୃଷ୍ଣ ଯାହା ସେମାନେ ତ ସାଂସ୍କୃତିକ ହସାବରେ ପାଳନ କରନ୍ତି । ଡ଼ିଆ ମାସ ଅନୁସାରେ ଫାଲଗୁନ ମାସର ପୂର୍ଣ୍ଣିମା ତିଥି, ଦୋଳ ପୂର୍ଣ୍ଣିମା ନାମରେ ପରିଚିତ । ଫାଲଗୁନ ଶୁକ୍ଳ ଦଶମୀ ତିଥିଠାରୁ ଦୋଳଯାତ୍ରା ସାଧାରଣତଃ ଆରମ୍ଭ ହୋଇଥାଏ ଯାହା ପେ ଦଶମୀ ବା ଫଗ ଦଶମୀ ନାମରେ ଖ୍ୟାତ । ଏହି ପର୍ବର ପ୍ରାଣ ପୁରୁଷ ହେଉଛନ୍ତି ରାଧା ଓ କୃଷ୍ଣ ଯାହା ସେମାନେ ତ ସାଂସ୍କୃତିକ ହସାବରେ ପାଳନ କରନ୍ତି । ଡ଼ିଆ ମାସ ଅନୁସାରେ ଫାଲଗୁନ ମାସର ପୂର୍ଣ୍ଣିମା ତିଥି, ଦୋଳ ପୂର୍ଣ୍ଣିମା ନାମରେ ପରିଚିତ । ଫାଲଗୁନ ଶୁକ୍ଳ ଦଶମୀ ତିଥିଠାରୁ ଦୋଳଯାତ୍ରା ସାଧାରଣତଃ ଆରମ୍ଭ ହୋଇଥାଏ ଯାହା ପେ ଦଶମୀ ବା ଫଗ ଦଶମୀ ନାମରେ ଖ୍ୟାତ । ଏହି ପର୍ବର ପ୍ରାଣ ପୁରୁଷ ହେଉଛନ୍ତି ରାଧା ଓ କୃଷ୍ଣ ଯାହା ସେମାନେ ତ ସାଂସ୍କୃତିକ ହସାବରେ ପାଳନ କରନ୍ତି । ଡ଼ିଆ ମାସ ଅନୁସାରେ ଫାଲଗୁନ ମାସର ପୂର୍ଣ୍ଣିମା ତିଥି, ଦୋଳ ପୂର୍ଣ୍ଣିମା ନାମରେ ପରିଚିତ । ଫାଲଗୁନ ଶୁକ୍ଳ ଦଶମୀ ତିଥିଠାରୁ ଦୋଳଯାତ୍ରା ସାଧାରଣତଃ ଆରମ୍ଭ ହୋଇଥାଏ ଯାହା ପେ ଦଶମୀ ବା ଫଗ ଦଶମୀ ନାମରେ ଖ୍ୟାତ । ଏହି ପର୍ବର ପ୍ରାଣ ପୁରୁଷ ହେଉଛନ୍ତି ରାଧା ଓ କୃଷ୍ଣ ଯାହା ସେମାନେ ତ ସାଂସ୍କୃତିକ ହସାବରେ ପାଳନ କରନ୍ତି । ଡ଼ିଆ ମାସ ଅନୁସାରେ ଫାଲଗୁନ ମାସର ପୂର୍ଣ୍ଣିମା ତିଥି, ଦୋଳ ପୂର୍ଣ୍ଣିମା ନାମରେ ପରିଚିତ । ଫାଲଗୁନ ଶୁକ୍ଳ ଦଶମୀ ତିଥିଠାରୁ ଦୋଳଯାତ୍ରା ସାଧାରଣତଃ ଆରମ୍ଭ ହୋଇଥାଏ ଯାହା ପେ ଦଶମୀ ବା ଫଗ ଦଶମୀ ନାମରେ ଖ୍ୟାତ । ଏହି ପର୍ବର ପ୍ରାଣ ପୁରୁଷ ହେଉଛନ୍ତି ରାଧା ଓ କୃଷ୍ଣ ଯାହା ସେମାନେ ତ ସାଂସ୍କୃତିକ ହସାବରେ ପାଳନ କରନ୍ତି । ଡ଼ିଆ ମାସ ଅନୁସାରେ ଫାଲଗୁନ ମାସର ପୂର୍ଣ୍ଣିମା ତିଥି, ଦୋଳ ପୂର୍ଣ୍ଣିମା ନାମରେ ପରିଚିତ । ଫାଲଗୁନ ଶୁକ୍ଳ ଦଶମୀ ତିଥିଠାରୁ ଦୋଳଯାତ୍ରା ସାଧାରଣତଃ ଆରମ୍ଭ ହୋଇଥାଏ ଯାହା ପେ ଦଶମୀ ବା ଫଗ ଦଶମୀ ନାମରେ ଖ୍ୟାତ । ଏହି ପର୍ବର ପ୍ରାଣ ପୁରୁଷ ହେଉଛନ୍ତି ରାଧା ଓ କୃଷ୍ଣ ଯାହା ସେମାନେ ତ ସାଂସ୍କୃତିକ ହସାବରେ ପାଳନ କରନ୍ତି । ଡ଼ିଆ ମାସ ଅନୁସାରେ ଫାଲଗୁନ ମାସର ପୂର୍ଣ୍ଣିମା ତିଥି, ଦୋଳ ପୂର୍ଣ୍ଣିମା ନାମରେ ପରିଚିତ । ଫାଲଗୁନ ଶୁକ୍ଳ ଦଶମୀ ତିଥିଠାରୁ ଦୋଳଯାତ୍ରା ସାଧାରଣତଃ ଆରମ୍ଭ ହୋଇଥାଏ ଯାହା ପେ ଦଶମୀ ବା ଫଗ ଦଶମୀ ନାମରେ ଖ୍ୟାତ । ଏହି ପର୍ବର ପ୍ରାଣ ପୁରୁଷ ହେଉଛନ୍ତି ରାଧା ଓ କୃଷ୍ଣ ଯାହା ସେମାନେ ତ ସାଂସ୍କୃତିକ ହସାବରେ ପାଳନ କରନ୍ତି । ଡ଼ିଆ ମାସ ଅନୁସାରେ ଫାଲଗୁନ ମାସର ପୂର୍ଣ୍ଣିମା ତିଥି, ଦୋଳ ପୂର୍ଣ୍ଣିମା ନାମରେ ପରିଚିତ । ଫାଲଗୁନ ଶୁକ୍ଳ ଦଶମୀ ତିଥିଠାରୁ ଦୋଳଯାତ୍ରା ସାଧାରଣତଃ ଆରମ୍ଭ ହୋଇଥାଏ ଯାହା ପେ ଦଶମୀ ବା ଫଗ ଦଶମୀ ନାମରେ ଖ୍ୟାତ । ଏହି ପର୍ବର ପ୍ରାଣ ପୁରୁଷ ହେଉଛନ୍ତି ରାଧା ଓ କୃଷ୍ଣ ଯାହା ସେମାନେ ତ ସାଂସ୍କୃତିକ ହସାବରେ ପାଳନ କରନ୍ତି । ଡ଼ିଆ ମାସ ଅନୁସାରେ ଫାଲଗୁନ ମାସର ପୂର୍ଣ୍ଣିମା ତିଥି, ଦୋଳ ପୂର୍ଣ୍ଣିମା ନାମରେ ପରିଚିତ । ଫାଲଗୁନ ଶୁକ୍ଳ ଦଶମୀ ତିଥିଠାରୁ ଦୋଳଯାତ୍ରା ସାଧାରଣତଃ ଆରମ୍ଭ ହୋଇଥାଏ ଯାହା ପେ ଦଶମୀ ବା ଫଗ ଦଶମୀ ନାମରେ ଖ୍ୟାତ । ଏହି ପର୍ବର ପ୍ରାଣ ପୁରୁଷ ହେଉଛନ୍ତି ରାଧା ଓ କୃଷ୍ଣ ଯାହା ସେମାନେ ତ ସାଂସ୍କୃତିକ ହସାବରେ ପାଳନ କରନ୍ତି । ଡ଼ିଆ ମାସ ଅନୁସାରେ ଫାଲଗୁନ ମାସର ପୂର୍ଣ୍ଣିମା ତିଥି, ଦୋଳ ପୂର୍ଣ୍ଣିମା ନାମରେ ପରିଚିତ । ଫାଲଗୁନ ଶୁକ୍ଳ ଦଶମୀ ତିଥିଠାରୁ ଦୋଳଯାତ୍ରା ସାଧାରଣତଃ ଆରମ୍ଭ ହୋଇଥାଏ ଯାହା ପେ ଦଶମୀ ବା ଫଗ ଦଶମୀ ନାମରେ ଖ୍ୟାତ । ଏହି ପର୍ବର ପ୍ରାଣ ପୁରୁଷ ହେଉଛନ୍ତି ରାଧା ଓ କୃଷ୍ଣ ଯାହା ସେମାନେ ତ ସାଂସ୍କୃତିକ ହସାବରେ ପାଳନ କରନ୍ତି । ଡ଼ିଆ ମାସ ଅନୁସାରେ ଫାଲଗୁନ ମାସର ପୂର୍ଣ୍ଣିମା ତିଥି, ଦୋଳ ପୂର୍ଣ୍ଣିମା ନାମରେ ପରିଚିତ । ଫାଲଗୁନ ଶୁକ୍ଳ ଦଶମୀ ତିଥିଠାରୁ ଦୋଳଯାତ୍ରା ସାଧାରଣତଃ ଆରମ୍ଭ ହୋଇଥାଏ ଯାହା ପେ ଦଶମୀ ବା ଫଗ ଦଶମୀ ନାମରେ ଖ୍ୟାତ । ଏହି ପର୍ବର ପ୍ରାଣ ପୁରୁଷ ହେଉଛନ୍ତି ରାଧା ଓ କୃଷ୍ଣ ଯାହା ସେମାନେ ତ ସାଂସ୍କୃତିକ ହସାବରେ ପାଳନ କରନ୍ତି । ଡ଼ିଆ ମାସ ଅନୁସାରେ ଫାଲଗୁନ ମାସର ପୂର୍ଣ୍ଣିମା ତିଥି, ଦୋଳ ପୂର୍ଣ୍ଣିମା ନାମରେ ପରିଚିତ । ଫାଲଗୁନ ଶୁକ୍ଳ ଦଶମୀ ତିଥିଠାରୁ ଦୋଳଯାତ୍ରା ସାଧାରଣତଃ ଆରମ୍ଭ ହୋଇଥାଏ ଯାହା ପେ ଦଶମୀ ବା ଫଗ ଦଶମୀ ନାମରେ ଖ୍ୟାତ । ଏହି ପର୍ବର ପ୍ରାଣ ପୁରୁଷ ହେଉଛନ୍ତି ରାଧା ଓ କୃଷ୍ଣ ଯାହା ସେମାନେ ତ ସାଂସ୍କୃତିକ ହସାବରେ ପାଳନ କରନ୍ତି । ଡ଼ିଆ ମାସ ଅନୁସାରେ ଫାଲଗୁନ ମାସର ପୂର୍ଣ୍ଣିମା ତିଥି, ଦୋଳ ପୂର୍ଣ୍ଣିମା ନାମରେ ପରିଚିତ । ଫାଲଗୁନ ଶୁକ୍ଳ ଦଶମୀ ତିଥିଠାରୁ ଦୋଳଯାତ୍ରା ସାଧାରଣତଃ ଆରମ୍ଭ ହୋଇଥାଏ ଯାହା ପେ ଦଶମୀ ବା ଫଗ ଦଶମୀ ନାମରେ ଖ୍ୟାତ । ଏହି ପର୍ବର ପ୍ରାଣ ପୁରୁଷ ହେଉଛନ୍ତି ରାଧା ଓ କୃଷ୍ଣ ଯାହା ସେମାନେ ତ ସାଂସ୍କୃତିକ ହସାବରେ ପାଳନ କରନ୍ତି । ଡ଼ିଆ ମାସ ଅନୁସାରେ ଫାଲଗୁନ ମାସର ପୂର୍ଣ୍ଣିମା ତିଥି, ଦୋଳ ପୂର୍ଣ୍ଣିମା ନାମରେ ପରିଚିତ । ଫାଲଗୁନ ଶୁକ୍ଳ ଦଶମୀ ତିଥିଠାରୁ ଦୋଳଯାତ୍ରା ସାଧାରଣତଃ ଆରମ୍ଭ ହୋଇଥାଏ ଯାହା ପେ ଦଶମୀ ବା ଫଗ ଦଶମୀ ନାମରେ ଖ୍ୟାତ । ଏହି ପର୍ବର ପ୍ରାଣ ପୁରୁଷ ହେଉଛନ୍ତି ରାଧା ଓ କୃଷ୍ଣ ଯାହା ସେମାନେ ତ ସାଂସ୍କୃତିକ ହସାବରେ ପାଳନ କରନ୍ତି । bbox=[38, 850, 440, 1867]
article-body: ଙ୍ଗୀନ ବସନ୍ତର ଆଗମନରେ ବର୍ଷକରେ ଥରେ ପାଳିତ ହେଉଥିବା ଶାନ୍ତି ଓ ସଦ୍ଭାବନାର ପ୍ରତୀକ ପର୍ବ ହୋଲି ହେଉଛି ଆମର ଭାରତୀୟ ଜନମାନସରେ ଆଶା, ବିଶ୍ୱାସ ଏବଂ ସମର୍ପଣମୟତାର ପ୍ରତୀକ । କାହାରକୁ ଯାଇ ନଡ଼ା, କାଠ ଓ ଡାଳିଶରେ ଯେଉଁଥିରେ ରଞ୍ଜିତ ହେବା ଦ୍ୱାରା ମନୁଷ୍ୟାତ୍ମା । ଙ୍ଗୀନ ବସନ୍ତର ଆଗମନରେ ବର୍ଷକରେ ଥରେ ପାଳିତ ହେଉଥିବା ଶାନ୍ତି ଓ ସଦ୍ଭାବନାର ପ୍ରତୀକ ପର୍ବ ହୋଲି ହେଉଛି ଆମର ଭାରତୀୟ ଜନମାନସରେ ଆଶା, ବିଶ୍ୱାସ ଏବଂ ସମର୍ପଣମୟତାର ପ୍ରତୀକ । କାହାରକୁ ଯାଇ ନଡ଼ା, କାଠ ଓ ଡାଳିଶରେ ଯେଉଁଥିରେ ରଞ୍ଜିତ ହେବା ଦ୍ୱାରା ମନୁଷ୍ୟାତ୍ମା । ଙ୍ଗୀନ ବସନ୍ତର ଆଗମନରେ ବର୍ଷକରେ ଥରେ ପାଳିତ ହେଉଥିବା ଶାନ୍ତି ଓ ସଦ୍ଭାବନାର ପ୍ରତୀକ ପର୍ବ ହୋଲି ହେଉଛି ଆମର ଭାରତୀୟ ଜନମାନସରେ ଆଶା, ବିଶ୍ୱାସ ଏବଂ ସମର୍ପଣମୟତାର ପ୍ରତୀକ । କାହାରକୁ ଯାଇ ନଡ଼ା, କାଠ ଓ ଡାଳିଶରେ ଯେଉଁଥିରେ ରଞ୍ଜିତ ହେବା ଦ୍ୱାରା ମନୁଷ୍ୟାତ୍ମା । ଙ୍ଗୀନ ବସନ୍ତର ଆଗମନରେ ବର୍ଷକରେ ଥରେ ପାଳିତ ହେଉଥିବା ଶାନ୍ତି ଓ ସଦ୍ଭାବନାର ପ୍ରତୀକ ପର୍ବ ହୋଲି ହେଉଛି ଆମର ଭାରତୀୟ ଜନମାନସରେ ଆଶା, ବିଶ୍ୱାସ ଏବଂ ସମର୍ପଣମୟତାର ପ୍ରତୀକ । କାହାରକୁ ଯାଇ ନଡ଼ା, କାଠ ଓ ଡାଳିଶରେ ଯେଉଁଥିରେ ରଞ୍ଜିତ ହେବା ଦ୍ୱାରା ମନୁଷ୍ୟାତ୍ମା । ଙ୍ଗୀନ ବସନ୍ତର ଆଗମନରେ ବର୍ଷକରେ ଥରେ ପାଳିତ ହେଉଥିବା ଶାନ୍ତି ଓ ସଦ୍ଭାବନାର ପ୍ରତୀକ ପର୍ବ ହୋଲି ହେଉଛି ଆମର ଭାରତୀୟ ଜନମାନସରେ ଆଶା, ବିଶ୍ୱାସ ଏବଂ ସମର୍ପଣମୟତାର ପ୍ରତୀକ । କାହାରକୁ ଯାଇ ନଡ଼ା, କାଠ ଓ ଡାଳିଶରେ ଯେଉଁଥିରେ ରଞ୍ଜିତ ହେବା ଦ୍ୱାରା ମନୁଷ୍ୟାତ୍ମା । ଙ୍ଗୀନ ବସନ୍ତର ଆଗମନରେ ବର୍ଷକରେ ଥରେ ପାଳିତ ହେଉଥିବା ଶାନ୍ତି ଓ ସଦ୍ଭାବନାର ପ୍ରତୀକ ପର୍ବ ହୋଲି ହେଉଛି ଆମର ଭାରତୀୟ ଜନମାନସରେ ଆଶା, ବିଶ୍ୱାସ ଏବଂ ସମର୍ପଣମୟତାର ପ୍ରତୀକ । କାହାରକୁ ଯାଇ ନଡ଼ା, କାଠ ଓ ଡାଳିଶରେ ଯେଉଁଥିରେ ରଞ୍ଜିତ ହେବା ଦ୍ୱାରା ମନୁଷ୍ୟାତ୍ମା । bbox=[1095, 1296, 1310, 1842]
signature-line: ଶାନ୍ତିକୁଣ୍ଡ, ଗିରିରୋଡ, ବ୍ରହ୍ମପୁର-୪ (ଗଞ୍ଜାମ) bbox=[1120, 1923, 1290, 1954]
footer-rule bbox=[38, 1962, 1310, 1965]
article-dol-purnima bbox=[38, 782, 440, 1947]
article-body: ଙ୍ଗୀନ ବସନ୍ତର ଆଗମନରେ ବର୍ଷକରେ ଥରେ ପାଳିତ ହେଉଥିବା ଶାନ୍ତି ଓ ସଦ୍ଭାବନାର ପ୍ରତୀକ ପର୍ବ ହୋଲି ହେଉଛି ଆମର ଭାରତୀୟ ଜନମାନସରେ ଆଶା, ବିଶ୍ୱାସ ଏବଂ ସମର୍ପଣମୟତାର ପ୍ରତୀକ । କାହାରକୁ ଯାଇ ନଡ଼ା, କାଠ ଓ ଡାଳିଶରେ ଯେଉଁଥିରେ ରଞ୍ଜିତ ହେବା ଦ୍ୱାରା ମନୁଷ୍ୟାତ୍ମା । ଙ୍ଗୀନ ବସନ୍ତର ଆଗମନରେ ବର୍ଷକରେ ଥରେ ପାଳିତ ହେଉଥିବା ଶାନ୍ତି ଓ ସଦ୍ଭାବନାର ପ୍ରତୀକ ପର୍ବ ହୋଲି ହେଉଛି ଆମର ଭାରତୀୟ ଜନମାନସରେ ଆଶା, ବିଶ୍ୱାସ ଏବଂ ସମର୍ପଣମୟତାର ପ୍ରତୀକ । କାହାରକୁ ଯାଇ ନଡ଼ା, କାଠ ଓ ଡାଳିଶରେ ଯେଉଁଥିରେ ରଞ୍ଜିତ ହେବା ଦ୍ୱାରା ମନୁଷ୍ୟାତ୍ମା । ଙ୍ଗୀନ ବସନ୍ତର ଆଗମନରେ ବର୍ଷକରେ ଥରେ ପାଳିତ ହେଉଥିବା ଶାନ୍ତି ଓ ସଦ୍ଭାବନାର ପ୍ରତୀକ ପର୍ବ ହୋଲି ହେଉଛି ଆମର ଭାରତୀୟ ଜନମାନସରେ ଆଶା, ବିଶ୍ୱାସ ଏବଂ ସମର୍ପଣମୟତାର ପ୍ରତୀକ । କାହାରକୁ ଯାଇ ନଡ଼ା, କାଠ ଓ ଡାଳିଶରେ ଯେଉଁଥିରେ ରଞ୍ଜିତ ହେବା ଦ୍ୱାରା ମନୁଷ୍ୟାତ୍ମା । ଙ୍ଗୀନ ବସନ୍ତର ଆଗମନରେ ବର୍ଷକରେ ଥରେ ପାଳିତ ହେଉଥିବା ଶାନ୍ତି ଓ ସଦ୍ଭାବନାର ପ୍ରତୀକ ପର୍ବ ହୋଲି ହେଉଛି ଆମର ଭାରତୀୟ ଜନମାନସରେ ଆଶା, ବିଶ୍ୱାସ ଏବଂ ସମର୍ପଣମୟତାର ପ୍ରତୀକ । କାହାରକୁ ଯାଇ ନଡ଼ା, କାଠ ଓ ଡାଳିଶରେ ଯେଉଁଥିରେ ରଞ୍ଜିତ ହେବା ଦ୍ୱାରା ମନୁଷ୍ୟାତ୍ମା । ଙ୍ଗୀନ ବସନ୍ତର ଆଗମନରେ ବର୍ଷକରେ ଥରେ ପାଳିତ ହେଉଥିବା ଶାନ୍ତି ଓ ସଦ୍ଭାବନାର ପ୍ରତୀକ ପର୍ବ ହୋଲି ହେଉଛି ଆମର ଭାରତୀୟ ଜନମାନସରେ ଆଶା, ବିଶ୍ୱାସ ଏବଂ ସମର୍ପଣମୟତାର ପ୍ରତୀକ । କାହାରକୁ ଯାଇ ନଡ଼ା, କାଠ ଓ ଡାଳିଶରେ ଯେଉଁଥିରେ ରଞ୍ଜିତ ହେବା ଦ୍ୱାରା ମନୁଷ୍ୟାତ୍ମା । ଙ୍ଗୀନ ବସନ୍ତର ଆଗମନରେ ବର୍ଷକରେ ଥରେ ପାଳିତ ହେଉଥିବା ଶାନ୍ତି ଓ ସଦ୍ଭାବନାର ପ୍ରତୀକ ପର୍ବ ହୋଲି ହେଉଛି ଆମର ଭାରତୀୟ ଜନମାନସରେ ଆଶା, ବିଶ୍ୱାସ ଏବଂ ସମର୍ପଣମୟତାର ପ୍ରତୀକ । କାହାରକୁ ଯାଇ ନଡ଼ା, କାଠ ଓ ଡାଳିଶରେ ଯେଉଁଥିରେ ରଞ୍ଜିତ ହେବା ଦ୍ୱାରା ମନୁଷ୍ୟାତ୍ମା । bbox=[680, 1328, 878, 1934]
article-body: ନିତକଟି ଲେଖିବା ବେଳକୁ ତାରିକ ଜିଆ ବାଂଲାଦେଶର ନୂଆ ପ୍ରଧାନମନ୍ତ୍ରୀ ଭାବେ ଶପଥ ନେଇ ସାରିଲେଣି । ଦୀର୍ଘ ପନ୍ଦରିଶି ବର୍ଷ ପରେ ଦେଶ ଜଣେ ପୁରୁଷଙ୍କୁ ପ୍ରଧାନମନ୍ତ୍ରୀ ଭାବରେ ପାଇଛି ଓ ଏହା ହାସିନ ଏବାର ବନ୍ଦ ବର୍ଜିତ ଓ ବନ୍ଦ । ନିତକଟି ଲେଖିବା ବେଳକୁ ତାରିକ ଜିଆ ବାଂଲାଦେଶର ନୂଆ ପ୍ରଧାନମନ୍ତ୍ରୀ ଭାବେ ଶପଥ ନେଇ ସାରିଲେଣି । ଦୀର୍ଘ ପନ୍ଦରିଶି ବର୍ଷ ପରେ ଦେଶ ଜଣେ ପୁରୁଷଙ୍କୁ ପ୍ରଧାନମନ୍ତ୍ରୀ ଭାବରେ ପାଇଛି ଓ ଏହା ହାସିନ ଏବାର ବନ୍ଦ ବର୍ଜିତ ଓ ବନ୍ଦ । ନିତକଟି ଲେଖିବା ବେଳକୁ ତାରିକ ଜିଆ ବାଂଲାଦେଶର ନୂଆ ପ୍ରଧାନମନ୍ତ୍ରୀ ଭାବେ ଶପଥ ନେଇ ସାରିଲେଣି । ଦୀର୍ଘ ପନ୍ଦରିଶି ବର୍ଷ ପରେ ଦେଶ ଜଣେ ପୁରୁଷଙ୍କୁ ପ୍ରଧାନମନ୍ତ୍ରୀ ଭାବରେ ପାଇଛି ଓ ଏହା ହାସିନ ଏବାର ବନ୍ଦ ବର୍ଜିତ ଓ ବନ୍ଦ । ନିତକଟି ଲେଖିବା ବେଳକୁ ତାରିକ ଜିଆ ବାଂଲାଦେଶର ନୂଆ ପ୍ରଧାନମନ୍ତ୍ରୀ ଭାବେ ଶପଥ ନେଇ ସାରିଲେଣି । ଦୀର୍ଘ ପନ୍ଦରିଶି ବର୍ଷ ପରେ ଦେଶ ଜଣେ ପୁରୁଷଙ୍କୁ ପ୍ରଧାନମନ୍ତ୍ରୀ ଭାବରେ ପାଇଛି ଓ ଏହା ହାସିନ ଏବାର ବନ୍ଦ ବର୍ଜିତ ଓ ବନ୍ଦ । ନିତକଟି ଲେଖିବା ବେଳକୁ ତାରିକ ଜିଆ ବାଂଲାଦେଶର ନୂଆ ପ୍ରଧାନମନ୍ତ୍ରୀ ଭାବେ ଶପଥ ନେଇ ସାରିଲେଣି । ଦୀର୍ଘ ପନ୍ଦରିଶି ବର୍ଷ ପରେ ଦେଶ ଜଣେ ପୁରୁଷଙ୍କୁ ପ୍ରଧାନମନ୍ତ୍ରୀ ଭାବରେ ପାଇଛି ଓ ଏହା ହାସିନ ଏବାର ବନ୍ଦ ବର୍ଜିତ ଓ ବନ୍ଦ । ନିତକଟି ଲେଖିବା ବେଳକୁ ତାରିକ ଜିଆ ବାଂଲାଦେଶର ନୂଆ ପ୍ରଧାନମନ୍ତ୍ରୀ ଭାବେ ଶପଥ ନେଇ ସାରିଲେଣି । ଦୀର୍ଘ ପନ୍ଦରିଶି ବର୍ଷ ପରେ ଦେଶ ଜଣେ ପୁରୁଷଙ୍କୁ ପ୍ରଧାନମନ୍ତ୍ରୀ ଭାବରେ ପାଇଛି ଓ ଏହା ହାସିନ ଏବାର ବନ୍ଦ ବର୍ଜିତ ଓ ବନ୍ଦ । ନିତକଟି ଲେଖିବା ବେଳକୁ ତାରିକ ଜିଆ ବାଂଲାଦେଶର ନୂଆ ପ୍ରଧାନମନ୍ତ୍ରୀ ଭାବେ ଶପଥ ନେଇ ସାରିଲେଣି । ଦୀର୍ଘ ପନ୍ଦରିଶି ବର୍ଷ ପରେ ଦେଶ ଜଣେ ପୁରୁଷଙ୍କୁ ପ୍ରଧାନମନ୍ତ୍ରୀ ଭାବରେ ପାଇଛି ଓ ଏହା ହାସିନ ଏବାର ବନ୍ଦ ବର୍ଜିତ ଓ ବନ୍ଦ । ନିତକଟି ଲେଖିବା ବେଳକୁ ତାରିକ ଜିଆ ବାଂଲାଦେଶର ନୂଆ ପ୍ରଧାନମନ୍ତ୍ରୀ ଭାବେ ଶପଥ ନେଇ ସାରିଲେଣି । ଦୀର୍ଘ ପନ୍ଦରିଶି ବର୍ଷ ପରେ ଦେଶ ଜଣେ ପୁରୁଷଙ୍କୁ ପ୍ରଧାନମନ୍ତ୍ରୀ ଭାବରେ ପାଇଛି ଓ ଏହା ହାସିନ ଏବାର ବନ୍ଦ ବର୍ଜିତ ଓ ବନ୍ଦ । ନିତକଟି ଲେଖିବା ବେଳକୁ ତାରିକ ଜିଆ ବାଂଲାଦେଶର ନୂଆ ପ୍ରଧାନମନ୍ତ୍ରୀ ଭାବେ ଶପଥ ନେଇ ସାରିଲେଣି । ଦୀର୍ଘ ପନ୍ଦରିଶି ବର୍ଷ ପରେ ଦେଶ ଜଣେ ପୁରୁଷଙ୍କୁ ପ୍ରଧାନମନ୍ତ୍ରୀ ଭାବରେ ପାଇଛି ଓ ଏହା ହାସିନ ଏବାର ବନ୍ଦ ବର୍ଜିତ ଓ ବନ୍ଦ । ନିତକଟି ଲେଖିବା ବେଳକୁ ତାରିକ ଜିଆ ବାଂଲାଦେଶର ନୂଆ ପ୍ରଧାନମନ୍ତ୍ରୀ ଭାବେ ଶପଥ ନେଇ ସାରିଲେଣି । ଦୀର୍ଘ ପନ୍ଦରିଶି ବର୍ଷ ପରେ ଦେଶ ଜଣେ ପୁରୁଷଙ୍କୁ ପ୍ରଧାନମନ୍ତ୍ରୀ ଭାବରେ ପାଇଛି ଓ ଏହା ହାସିନ ଏବାର ବନ୍ଦ ବର୍ଜିତ ଓ ବନ୍ଦ । ନିତକଟି ଲେଖିବା ବେଳକୁ ତାରିକ ଜିଆ ବାଂଲାଦେଶର ନୂଆ ପ୍ରଧାନମନ୍ତ୍ରୀ ଭାବେ ଶପଥ ନେଇ ସାରିଲେଣି । ଦୀର୍ଘ ପନ୍ଦରିଶି ବର୍ଷ ପରେ ଦେଶ ଜଣେ ପୁରୁଷଙ୍କୁ ପ୍ରଧାନମନ୍ତ୍ରୀ ଭାବରେ ପାଇଛି ଓ ଏହା ହାସିନ ଏବାର ବନ୍ଦ ବର୍ଜିତ ଓ ବନ୍ଦ । bbox=[680, 245, 878, 1095]
author-signature bbox=[1110, 1888, 1310, 1956]
signature-line: ସବ୍‌ଜୋନ୍ ସଞ୍ଚାଳିକା, ବ୍ରହ୍ମାକୁମାରୀଜ୍ bbox=[1120, 1906, 1281, 1920]
dropcap: ର bbox=[460, 1298, 498, 1326]
writing-hands-icon bbox=[600, 42, 730, 92]
article-title: କାଠଗଡ଼ାରେ ସିବିଆଇ bbox=[129, 127, 349, 158]
author-banner: ରାଜଯୋଗିନୀ ବ୍ରହ୍ମାକୁମାରୀ ମାଳା bbox=[680, 1293, 1085, 1321]
article-body: ନିତକଟି ଲେଖିବା ବେଳକୁ ତାରିକ ଜିଆ ବାଂଲାଦେଶର ନୂଆ ପ୍ରଧାନମନ୍ତ୍ରୀ ଭାବେ ଶପଥ ନେଇ ସାରିଲେଣି । ଦୀର୍ଘ ପନ୍ଦରିଶି ବର୍ଷ ପରେ ଦେଶ ଜଣେ ପୁରୁଷଙ୍କୁ ପ୍ରଧାନମନ୍ତ୍ରୀ ଭାବରେ ପାଇଛି ଓ ଏହା ହାସିନ ଏବାର ବନ୍ଦ ବର୍ଜିତ ଓ ବନ୍ଦ । ନିତକଟି ଲେଖିବା ବେଳକୁ ତାରିକ ଜିଆ ବାଂଲାଦେଶର ନୂଆ ପ୍ରଧାନମନ୍ତ୍ରୀ ଭାବେ ଶପଥ ନେଇ ସାରିଲେଣି । ଦୀର୍ଘ ପନ୍ଦରିଶି ବର୍ଷ ପରେ ଦେଶ ଜଣେ ପୁରୁଷଙ୍କୁ ପ୍ରଧାନମନ୍ତ୍ରୀ ଭାବରେ ପାଇଛି ଓ ଏହା ହାସିନ ଏବାର ବନ୍ଦ ବର୍ଜିତ ଓ ବନ୍ଦ । ନିତକଟି ଲେଖିବା ବେଳକୁ ତାରିକ ଜିଆ ବାଂଲାଦେଶର ନୂଆ ପ୍ରଧାନମନ୍ତ୍ରୀ ଭାବେ ଶପଥ ନେଇ ସାରିଲେଣି । ଦୀର୍ଘ ପନ୍ଦରିଶି ବର୍ଷ ପରେ ଦେଶ ଜଣେ ପୁରୁଷଙ୍କୁ ପ୍ରଧାନମନ୍ତ୍ରୀ ଭାବରେ ପାଇଛି ଓ ଏହା ହାସିନ ଏବାର ବନ୍ଦ ବର୍ଜିତ ଓ ବନ୍ଦ । ନିତକଟି ଲେଖିବା ବେଳକୁ ତାରିକ ଜିଆ ବାଂଲାଦେଶର ନୂଆ ପ୍ରଧାନମନ୍ତ୍ରୀ ଭାବେ ଶପଥ ନେଇ ସାରିଲେଣି । ଦୀର୍ଘ ପନ୍ଦରିଶି ବର୍ଷ ପରେ ଦେଶ ଜଣେ ପୁରୁଷଙ୍କୁ ପ୍ରଧାନମନ୍ତ୍ରୀ ଭାବରେ ପାଇଛି ଓ ଏହା ହାସିନ ଏବାର ବନ୍ଦ ବର୍ଜିତ ଓ ବନ୍ଦ । ନିତକଟି ଲେଖିବା ବେଳକୁ ତାରିକ ଜିଆ ବାଂଲାଦେଶର ନୂଆ ପ୍ରଧାନମନ୍ତ୍ରୀ ଭାବେ ଶପଥ ନେଇ ସାରିଲେଣି । ଦୀର୍ଘ ପନ୍ଦରିଶି ବର୍ଷ ପରେ ଦେଶ ଜଣେ ପୁରୁଷଙ୍କୁ ପ୍ରଧାନମନ୍ତ୍ରୀ ଭାବରେ ପାଇଛି ଓ ଏହା ହାସିନ ଏବାର ବନ୍ଦ ବର୍ଜିତ ଓ ବନ୍ଦ । ନିତକଟି ଲେଖିବା ବେଳକୁ ତାରିକ ଜିଆ ବାଂଲାଦେଶର ନୂଆ ପ୍ରଧାନମନ୍ତ୍ରୀ ଭାବେ ଶପଥ ନେଇ ସାରିଲେଣି । ଦୀର୍ଘ ପନ୍ଦରିଶି ବର୍ଷ ପରେ ଦେଶ ଜଣେ ପୁରୁଷଙ୍କୁ ପ୍ରଧାନମନ୍ତ୍ରୀ ଭାବରେ ପାଇଛି ଓ ଏହା ହାସିନ ଏବାର ବନ୍ଦ ବର୍ଜିତ ଓ ବନ୍ଦ । ନିତକଟି ଲେଖିବା ବେଳକୁ ତାରିକ ଜିଆ ବାଂଲାଦେଶର ନୂଆ ପ୍ରଧାନମନ୍ତ୍ରୀ ଭାବେ ଶପଥ ନେଇ ସାରିଲେଣି । ଦୀର୍ଘ ପନ୍ଦରିଶି ବର୍ଷ ପରେ ଦେଶ ଜଣେ ପୁରୁଷଙ୍କୁ ପ୍ରଧାନମନ୍ତ୍ରୀ ଭାବରେ ପାଇଛି ଓ ଏହା ହାସିନ ଏବାର ବନ୍ଦ ବର୍ଜିତ ଓ ବନ୍ଦ । ନିତକଟି ଲେଖିବା ବେଳକୁ ତାରିକ ଜିଆ ବାଂଲାଦେଶର ନୂଆ ପ୍ରଧାନମନ୍ତ୍ରୀ ଭାବେ ଶପଥ ନେଇ ସାରିଲେଣି । ଦୀର୍ଘ ପନ୍ଦରିଶି ବର୍ଷ ପରେ ଦେଶ ଜଣେ ପୁରୁଷଙ୍କୁ ପ୍ରଧାନମନ୍ତ୍ରୀ ଭାବରେ ପାଇଛି ଓ ଏହା ହାସିନ ଏବାର ବନ୍ଦ ବର୍ଜିତ ଓ ବନ୍ଦ । ନିତକଟି ଲେଖିବା ବେଳକୁ ତାରିକ ଜିଆ ବାଂଲାଦେଶର ନୂଆ ପ୍ରଧାନମନ୍ତ୍ରୀ ଭାବେ ଶପଥ ନେଇ ସାରିଲେଣି । ଦୀର୍ଘ ପନ୍ଦରିଶି ବର୍ଷ ପରେ ଦେଶ ଜଣେ ପୁରୁଷଙ୍କୁ ପ୍ରଧାନମନ୍ତ୍ରୀ ଭାବରେ ପାଇଛି ଓ ଏହା ହାସିନ ଏବାର ବନ୍ଦ ବର୍ଜିତ ଓ ବନ୍ଦ । ନିତକଟି ଲେଖିବା ବେଳକୁ ତାରିକ ଜିଆ ବାଂଲାଦେଶର ନୂଆ ପ୍ରଧାନମନ୍ତ୍ରୀ ଭାବେ ଶପଥ ନେଇ ସାରିଲେଣି । ଦୀର୍ଘ ପନ୍ଦରିଶି ବର୍ଷ ପରେ ଦେଶ ଜଣେ ପୁରୁଷଙ୍କୁ ପ୍ରଧାନମନ୍ତ୍ରୀ ଭାବରେ ପାଇଛି ଓ ଏହା ହାସିନ ଏବାର ବନ୍ଦ ବର୍ଜିତ ଓ ବନ୍ଦ । ନିତକଟି ଲେଖିବା ବେଳକୁ ତାରିକ ଜିଆ ବାଂଲାଦେଶର ନୂଆ ପ୍ରଧାନମନ୍ତ୍ରୀ ଭାବେ ଶପଥ ନେଇ ସାରିଲେଣି । ଦୀର୍ଘ ପନ୍ଦରିଶି ବର୍ଷ ପରେ ଦେଶ ଜଣେ ପୁରୁଷଙ୍କୁ ପ୍ରଧାନମନ୍ତ୍ରୀ ଭାବରେ ପାଇଛି ଓ ଏହା ହାସିନ ଏବାର ବନ୍ଦ ବର୍ଜିତ ଓ ବନ୍ଦ । ନିତକଟି ଲେଖିବା ବେଳକୁ ତାରିକ ଜିଆ ବାଂଲାଦେଶର ନୂଆ ପ୍ରଧାନମନ୍ତ୍ରୀ ଭାବେ ଶପଥ ନେଇ ସାରିଲେଣି । ଦୀର୍ଘ ପନ୍ଦରିଶି ବର୍ଷ ପରେ ଦେଶ ଜଣେ ପୁରୁଷଙ୍କୁ ପ୍ରଧାନମନ୍ତ୍ରୀ ଭାବରେ ପାଇଛି ଓ ଏହା ହାସିନ ଏବାର ବନ୍ଦ ବର୍ଜିତ ଓ ବନ୍ଦ । bbox=[1095, 213, 1310, 1123]
author: ଡକ୍ଟର ଅମୂଲ୍ୟ କୁମାର ପଣ୍ଡା bbox=[129, 824, 349, 845]
article-body: ଙ୍ଗୀନ ବସନ୍ତର ଆଗମନରେ ବର୍ଷକରେ ଥରେ ପାଳିତ ହେଉଥିବା ଶାନ୍ତି ଓ ସଦ୍ଭାବନାର ପ୍ରତୀକ ପର୍ବ ହୋଲି ହେଉଛି ଆମର ଭାରତୀୟ ଜନମାନସରେ ଆଶା, ବିଶ୍ୱାସ ଏବଂ ସମର୍ପଣମୟତାର ପ୍ରତୀକ । କାହାରକୁ ଯାଇ ନଡ଼ା, କାଠ ଓ ଡାଳିଶରେ ଯେଉଁଥିରେ ରଞ୍ଜିତ ହେବା ଦ୍ୱାରା ମନୁଷ୍ୟାତ୍ମା । ଙ୍ଗୀନ ବସନ୍ତର ଆଗମନରେ ବର୍ଷକରେ ଥରେ ପାଳିତ ହେଉଥିବା ଶାନ୍ତି ଓ ସଦ୍ଭାବନାର ପ୍ରତୀକ ପର୍ବ ହୋଲି ହେଉଛି ଆମର ଭାରତୀୟ ଜନମାନସରେ ଆଶା, ବିଶ୍ୱାସ ଏବଂ ସମର୍ପଣମୟତାର ପ୍ରତୀକ । କାହାରକୁ ଯାଇ ନଡ଼ା, କାଠ ଓ ଡାଳିଶରେ ଯେଉଁଥିରେ ରଞ୍ଜିତ ହେବା ଦ୍ୱାରା ମନୁଷ୍ୟାତ୍ମା । ଙ୍ଗୀନ ବସନ୍ତର ଆଗମନରେ ବର୍ଷକରେ ଥରେ ପାଳିତ ହେଉଥିବା ଶାନ୍ତି ଓ ସଦ୍ଭାବନାର ପ୍ରତୀକ ପର୍ବ ହୋଲି ହେଉଛି ଆମର ଭାରତୀୟ ଜନମାନସରେ ଆଶା, ବିଶ୍ୱାସ ଏବଂ ସମର୍ପଣମୟତାର ପ୍ରତୀକ । କାହାରକୁ ଯାଇ ନଡ଼ା, କାଠ ଓ ଡାଳିଶରେ ଯେଉଁଥିରେ ରଞ୍ଜିତ ହେବା ଦ୍ୱାରା ମନୁଷ୍ୟାତ୍ମା । ଙ୍ଗୀନ ବସନ୍ତର ଆଗମନରେ ବର୍ଷକରେ ଥରେ ପାଳିତ ହେଉଥିବା ଶାନ୍ତି ଓ ସଦ୍ଭାବନାର ପ୍ରତୀକ ପର୍ବ ହୋଲି ହେଉଛି ଆମର ଭାରତୀୟ ଜନମାନସରେ ଆଶା, ବିଶ୍ୱାସ ଏବଂ ସମର୍ପଣମୟତାର ପ୍ରତୀକ । କାହାରକୁ ଯାଇ ନଡ଼ା, କାଠ ଓ ଡାଳିଶରେ ଯେଉଁଥିରେ ରଞ୍ଜିତ ହେବା ଦ୍ୱାରା ମନୁଷ୍ୟାତ୍ମା । ଙ୍ଗୀନ ବସନ୍ତର ଆଗମନରେ ବର୍ଷକରେ ଥରେ ପାଳିତ ହେଉଥିବା ଶାନ୍ତି ଓ ସଦ୍ଭାବନାର ପ୍ରତୀକ ପର୍ବ ହୋଲି ହେଉଛି ଆମର ଭାରତୀୟ ଜନମାନସରେ ଆଶା, ବିଶ୍ୱାସ ଏବଂ ସମର୍ପଣମୟତାର ପ୍ରତୀକ । କାହାରକୁ ଯାଇ ନଡ଼ା, କାଠ ଓ ଡାଳିଶରେ ଯେଉଁଥିରେ ରଞ୍ଜିତ ହେବା ଦ୍ୱାରା ମନୁଷ୍ୟାତ୍ମା । ଙ୍ଗୀନ ବସନ୍ତର ଆଗମନରେ ବର୍ଷକରେ ଥରେ ପାଳିତ ହେଉଥିବା ଶାନ୍ତି ଓ ସଦ୍ଭାବନାର ପ୍ରତୀକ ପର୍ବ ହୋଲି ହେଉଛି ଆମର ଭାରତୀୟ ଜନମାନସରେ ଆଶା, ବିଶ୍ୱାସ ଏବଂ ସମର୍ପଣମୟତାର ପ୍ରତୀକ । କାହାରକୁ ଯାଇ ନଡ଼ା, କାଠ ଓ ଡାଳିଶରେ ଯେଉଁଥିରେ ରଞ୍ଜିତ ହେବା ଦ୍ୱାରା ମନୁଷ୍ୟାତ୍ମା । bbox=[460, 1296, 670, 1857]
date: ୨ ମାର୍ଚ୍ଚ ୨୦୨୬ bbox=[1168, 68, 1241, 84]
